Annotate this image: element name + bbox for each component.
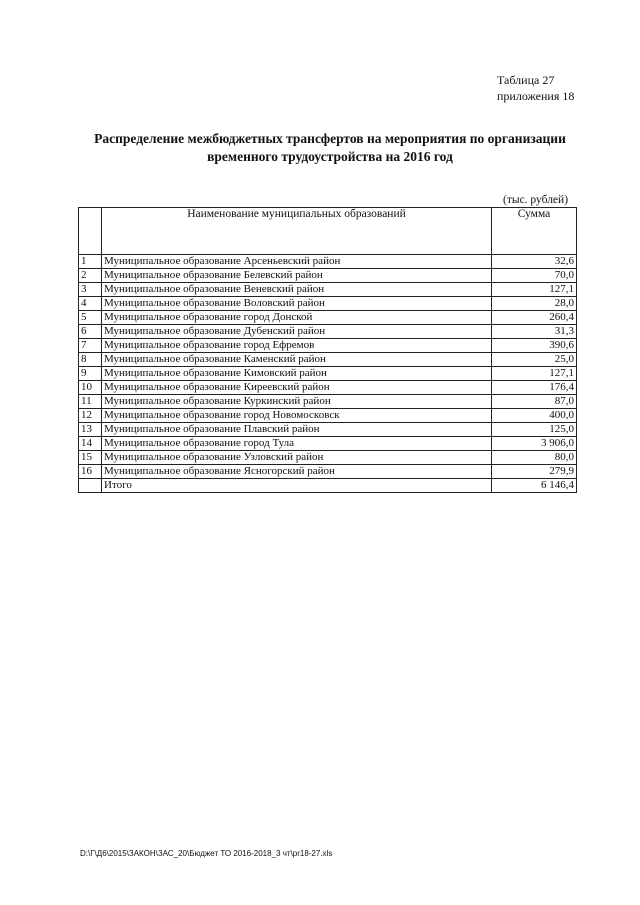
table-row <box>79 395 577 409</box>
column-header-name: Наименование муниципальных образований <box>102 208 492 255</box>
row-name: Муниципальное образование Узловский район <box>102 451 492 465</box>
table-row <box>79 381 577 395</box>
row-number: 10 <box>79 381 102 395</box>
row-value: 390,6 <box>492 339 577 353</box>
row-name: Муниципальное образование Кимовский район <box>102 367 492 381</box>
row-value: 127,1 <box>492 367 577 381</box>
row-value: 28,0 <box>492 297 577 311</box>
row-value: 127,1 <box>492 283 577 297</box>
row-name: Муниципальное образование Арсеньевский район <box>102 255 492 269</box>
row-number: 6 <box>79 325 102 339</box>
row-number: 9 <box>79 367 102 381</box>
row-name: Муниципальное образование Дубенский район <box>102 325 492 339</box>
row-value: 32,6 <box>492 255 577 269</box>
row-number: 5 <box>79 311 102 325</box>
row-name: Муниципальное образование Куркинский район <box>102 395 492 409</box>
row-number: 1 <box>79 255 102 269</box>
row-number: 15 <box>79 451 102 465</box>
row-number: 16 <box>79 465 102 479</box>
table-row <box>79 339 577 353</box>
row-value: 125,0 <box>492 423 577 437</box>
row-number: 2 <box>79 269 102 283</box>
appendix-number: приложения 18 <box>497 89 575 103</box>
table-total-row <box>79 479 577 493</box>
table-row <box>79 451 577 465</box>
row-value: 87,0 <box>492 395 577 409</box>
row-number: 7 <box>79 339 102 353</box>
table-row <box>79 297 577 311</box>
table-row <box>79 367 577 381</box>
row-name: Муниципальное образование город Ефремов <box>102 339 492 353</box>
row-name: Муниципальное образование Ясногорский район <box>102 465 492 479</box>
title-line-1: Распределение межбюджетных трансфертов на мероприятия по организации <box>94 131 566 146</box>
row-value: 3 906,0 <box>492 437 577 451</box>
table-body <box>79 255 577 493</box>
row-number: 3 <box>79 283 102 297</box>
table-reference <box>497 72 574 104</box>
total-name: Итого <box>102 479 492 493</box>
row-value: 70,0 <box>492 269 577 283</box>
row-name: Муниципальное образование город Донской <box>102 311 492 325</box>
table-row <box>79 325 577 339</box>
row-number: 11 <box>79 395 102 409</box>
column-header-sum: Сумма <box>492 208 577 255</box>
total-number <box>79 479 102 493</box>
table-row <box>79 423 577 437</box>
row-name: Муниципальное образование Каменский район <box>102 353 492 367</box>
row-name: Муниципальное образование город Новомосковск <box>102 409 492 423</box>
units-label: (тыс. рублей) <box>503 194 569 206</box>
row-number: 8 <box>79 353 102 367</box>
table-row <box>79 283 577 297</box>
document-title <box>80 130 580 166</box>
row-value: 279,9 <box>492 465 577 479</box>
table-row <box>79 409 577 423</box>
title-line-2: временного трудоустройства на 2016 год <box>207 149 453 164</box>
row-number: 4 <box>79 297 102 311</box>
row-value: 31,3 <box>492 325 577 339</box>
row-value: 260,4 <box>492 311 577 325</box>
row-name: Муниципальное образование Плавский район <box>102 423 492 437</box>
row-value: 400,0 <box>492 409 577 423</box>
table-row <box>79 465 577 479</box>
transfers-table <box>78 207 577 493</box>
row-name: Муниципальное образование Воловский район <box>102 297 492 311</box>
row-name: Муниципальное образование город Тула <box>102 437 492 451</box>
table-row <box>79 269 577 283</box>
row-value: 176,4 <box>492 381 577 395</box>
table-row <box>79 311 577 325</box>
total-value: 6 146,4 <box>492 479 577 493</box>
file-path-footer: D:\Г\Д6\2015\ЗАКОН\ЗАС_20\Бюджет ТО 2016-2018_3 чт\pr18-27.xls <box>80 849 333 858</box>
row-value: 80,0 <box>492 451 577 465</box>
column-header-number <box>79 208 102 255</box>
table-row <box>79 353 577 367</box>
row-name: Муниципальное образование Веневский район <box>102 283 492 297</box>
row-value: 25,0 <box>492 353 577 367</box>
row-number: 12 <box>79 409 102 423</box>
row-number: 14 <box>79 437 102 451</box>
table-header-row <box>79 208 577 255</box>
table-row <box>79 255 577 269</box>
row-name: Муниципальное образование Киреевский район <box>102 381 492 395</box>
table-row <box>79 437 577 451</box>
row-number: 13 <box>79 423 102 437</box>
row-name: Муниципальное образование Белевский район <box>102 269 492 283</box>
table-number: Таблица 27 <box>497 73 555 87</box>
